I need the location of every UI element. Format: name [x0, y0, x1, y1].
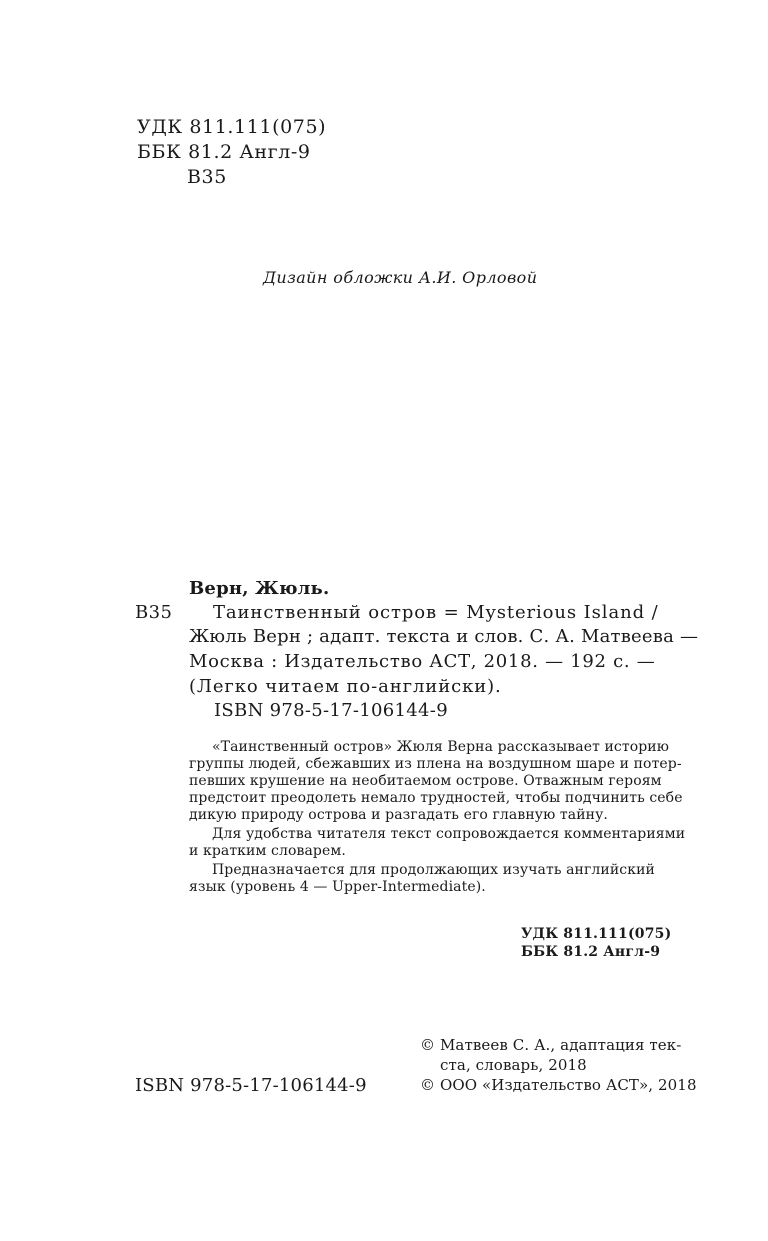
record-isbn: ISBN 978-5-17-106144-9 [214, 700, 448, 721]
record-author: Верн, Жюль. [189, 578, 330, 599]
record-author-mark: В35 [135, 602, 173, 623]
annotation-line: «Таинственный остров» Жюля Верна рассказывает историю [212, 739, 670, 755]
author-mark: В35 [187, 166, 227, 188]
record-line: Жюль Верн ; адапт. текста и слов. С. А. Матвеева — [189, 626, 699, 647]
annotation-line: группы людей, сбежавших из плена на воздушном шаре и потер- [189, 756, 682, 772]
annotation-line: и кратким словарем. [189, 843, 346, 859]
copyright-line: © Матвеев С. А., адаптация тек- [420, 1036, 682, 1054]
annotation-line: Предназначается для продолжающих изучать английский [212, 862, 655, 878]
annotation-line: дикую природу острова и разгадать его главную тайну. [189, 807, 608, 823]
isbn-bottom: ISBN 978-5-17-106144-9 [135, 1075, 367, 1096]
annotation-line: предстоит преодолеть немало трудностей, чтобы подчинить себе [189, 790, 683, 806]
cover-design-credit: Дизайн обложки А.И. Орловой [263, 268, 538, 287]
annotation-line: Для удобства читателя текст сопровождается комментариями [212, 826, 686, 842]
udk-code-bottom: УДК 811.111(075) [521, 926, 672, 942]
bbk-code-bottom: ББК 81.2 Англ-9 [521, 944, 661, 960]
copyright-line: ста, словарь, 2018 [440, 1056, 587, 1074]
record-line: Москва : Издательство АСТ, 2018. — 192 с. — [189, 651, 656, 672]
copyright-line: © ООО «Издательство АСТ», 2018 [420, 1076, 697, 1094]
record-line: (Легко читаем по-английски). [189, 676, 502, 697]
annotation-line: язык (уровень 4 — Upper-Intermediate). [189, 879, 486, 895]
record-line: Таинственный остров = Mysterious Island / [213, 602, 659, 623]
annotation-line: певших крушение на необитаемом острове. Отважным героям [189, 773, 662, 789]
udk-code: УДК 811.111(075) [137, 116, 327, 138]
bbk-code: ББК 81.2 Англ-9 [137, 141, 311, 163]
